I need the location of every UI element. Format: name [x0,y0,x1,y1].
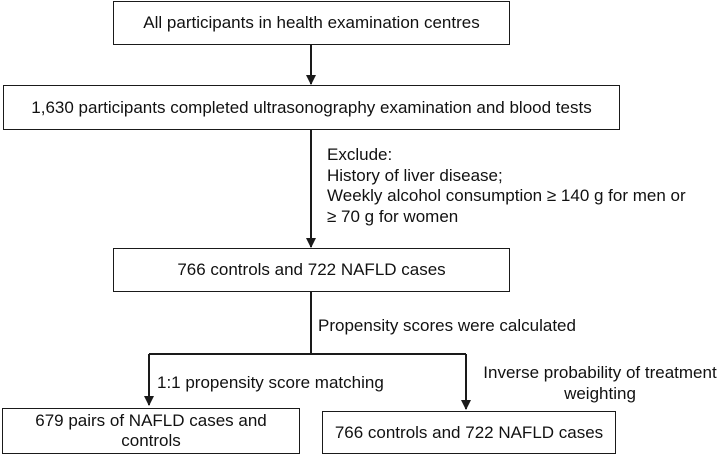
exclusion-alcohol-women: ≥ 70 g for women [327,206,459,226]
label-propensity-scores: Propensity scores were calculated [318,316,576,335]
label-iptw-line2: weighting [564,383,636,403]
box-completed-exams-text: 1,630 participants completed ultrasonography examination and blood tests [31,97,592,117]
box-iptw-result [322,411,616,454]
box-all-participants [113,1,510,45]
box-matched-pairs [2,408,300,454]
box-controls-cases [113,248,510,292]
exclusion-criteria [327,145,686,227]
label-iptw-line1: Inverse probability of treatment [483,363,717,382]
exclusion-alcohol-men: Weekly alcohol consumption ≥ 140 g for men or [327,186,686,205]
exclusion-liver-disease: History of liver disease; [327,165,503,185]
box-completed-exams [3,85,620,130]
exclusion-heading: Exclude: [327,145,393,164]
box-all-participants-text: All participants in health examination centres [143,13,480,32]
box-matched-pairs-line1: 679 pairs of NAFLD cases and [35,411,267,430]
label-iptw [478,363,722,404]
box-controls-cases-text: 766 controls and 722 NAFLD cases [177,260,446,279]
label-propensity-score-matching: 1:1 propensity score matching [157,373,384,392]
box-iptw-result-text: 766 controls and 722 NAFLD cases [334,422,604,442]
box-matched-pairs-line2: controls [121,431,181,450]
